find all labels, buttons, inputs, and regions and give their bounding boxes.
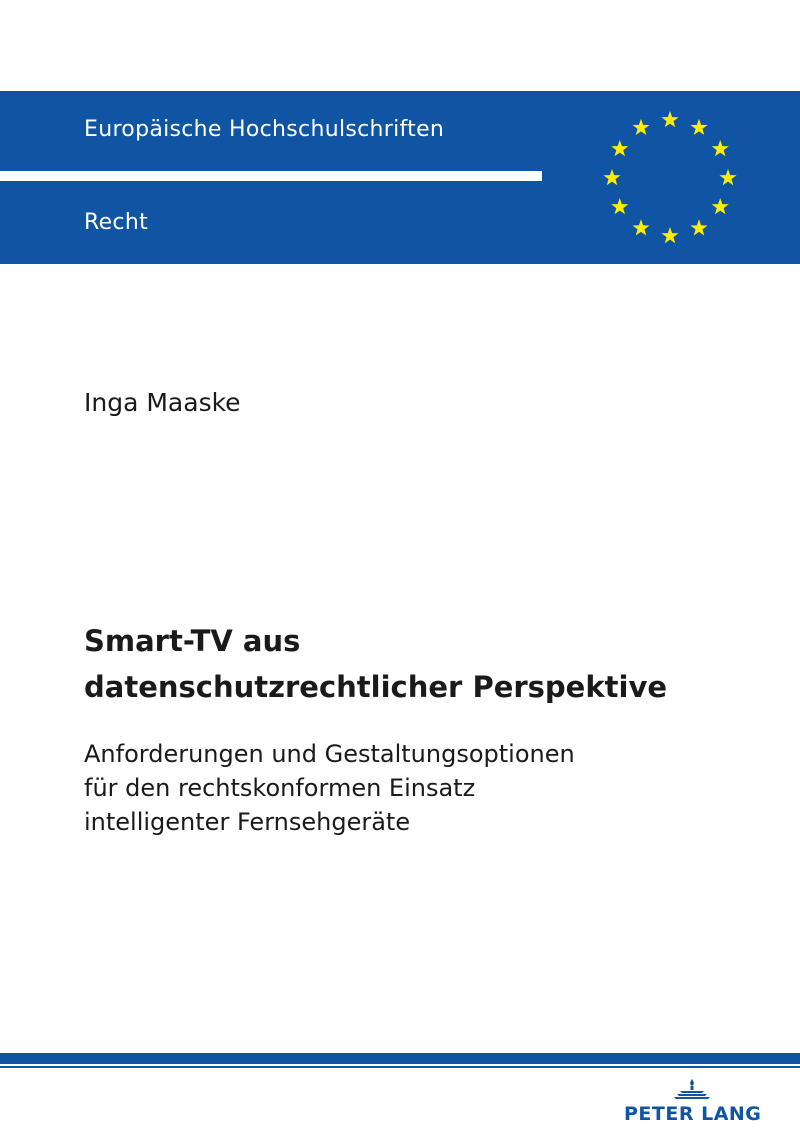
star-icon [632,119,649,135]
publisher-name: PETER LANG [624,1103,762,1125]
book-title-line: datenschutzrechtlicher Perspektive [84,670,668,704]
star-icon [661,227,678,243]
series-name: Europäische Hochschulschriften [84,117,445,142]
star-icon [632,219,649,235]
star-icon [611,140,628,156]
book-author: Inga Maaske [84,388,241,417]
temple-lamp-icon [672,1078,712,1100]
series-divider [0,171,542,181]
book-subtitle-line: intelligenter Fernsehgeräte [84,808,411,836]
star-icon [719,169,736,185]
footer-line [0,1066,800,1068]
footer-bar [0,1053,800,1064]
book-title [84,618,667,710]
eu-stars-circle-icon [600,108,740,248]
book-subtitle-line: Anforderungen und Gestaltungsoptionen [84,740,575,768]
star-icon [661,111,678,127]
star-icon [712,140,729,156]
star-icon [712,198,729,214]
book-title-line: Smart-TV aus [84,624,301,658]
star-icon [690,219,707,235]
star-icon [603,169,620,185]
star-icon [611,198,628,214]
book-subtitle [84,737,575,839]
book-subtitle-line: für den rechtskonformen Einsatz [84,774,476,802]
series-subject: Recht [84,210,148,235]
star-icon [690,119,707,135]
